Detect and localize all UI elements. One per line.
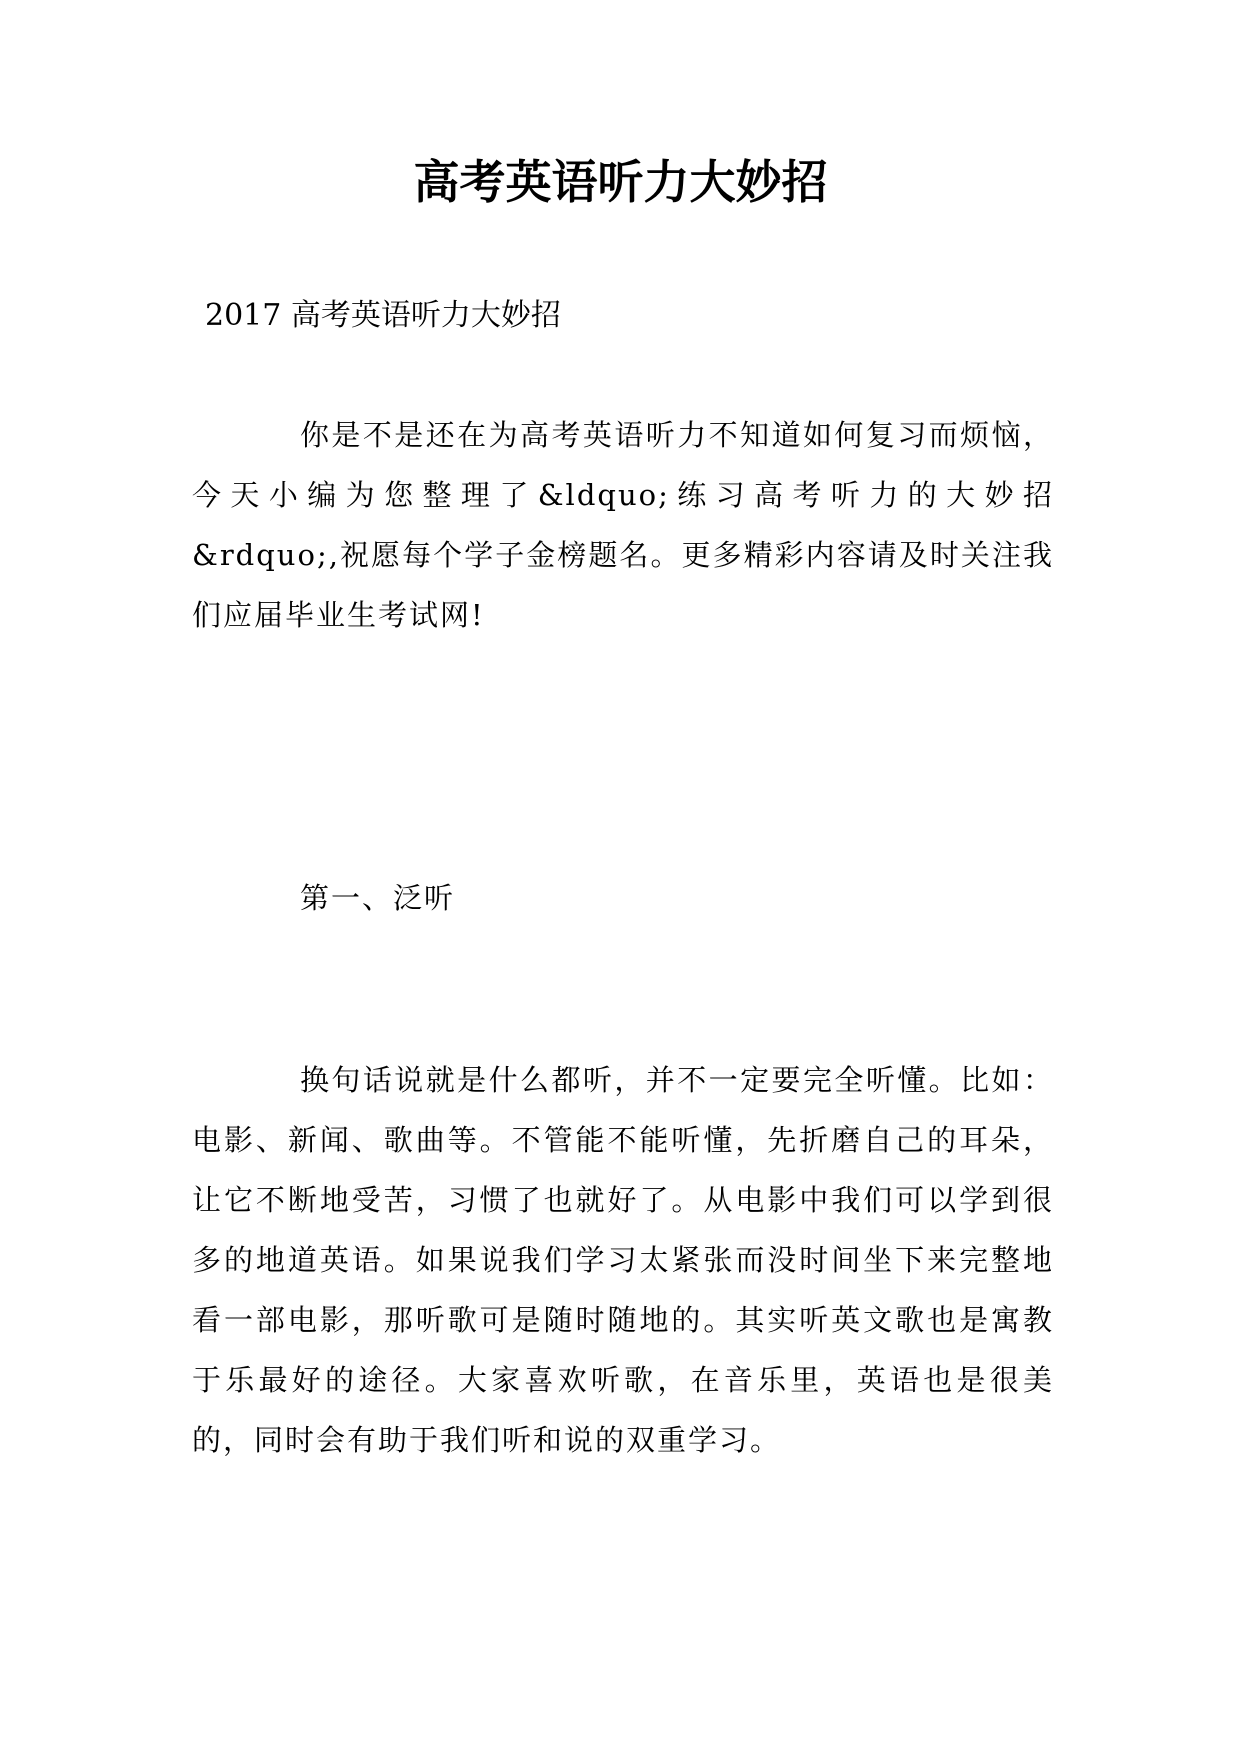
document-title: 高考英语听力大妙招 (413, 155, 828, 209)
section-body-paragraph: 换句话说就是什么都听，并不一定要完全听懂。比如：电影、新闻、歌曲等。不管能不能听懂，先折磨自己的耳朵，让它不断地受苦，习惯了也就好了。从电影中我们可以学到很多的地道英语。如果说我们学习太紧张而没时间坐下来完整地看一部电影，那听歌可是随时随地的。其实听英文歌也是寓教于乐最好的途径。大家喜欢听歌，在音乐里，英语也是很美的，同时会有助于我们听和说的双重学习。 (192, 1063, 1054, 1457)
intro-paragraph: 你是不是还在为高考英语听力不知道如何复习而烦恼，今天小编为您整理了&ldquo;练习高考听力的大妙招&rdquo;,祝愿每个学子金榜题名。更多精彩内容请及时关注我们应届毕业生考试网! (192, 418, 1054, 632)
document-subtitle: 2017 高考英语听力大妙招 (205, 298, 561, 333)
section-heading: 第一、泛听 (300, 881, 456, 915)
